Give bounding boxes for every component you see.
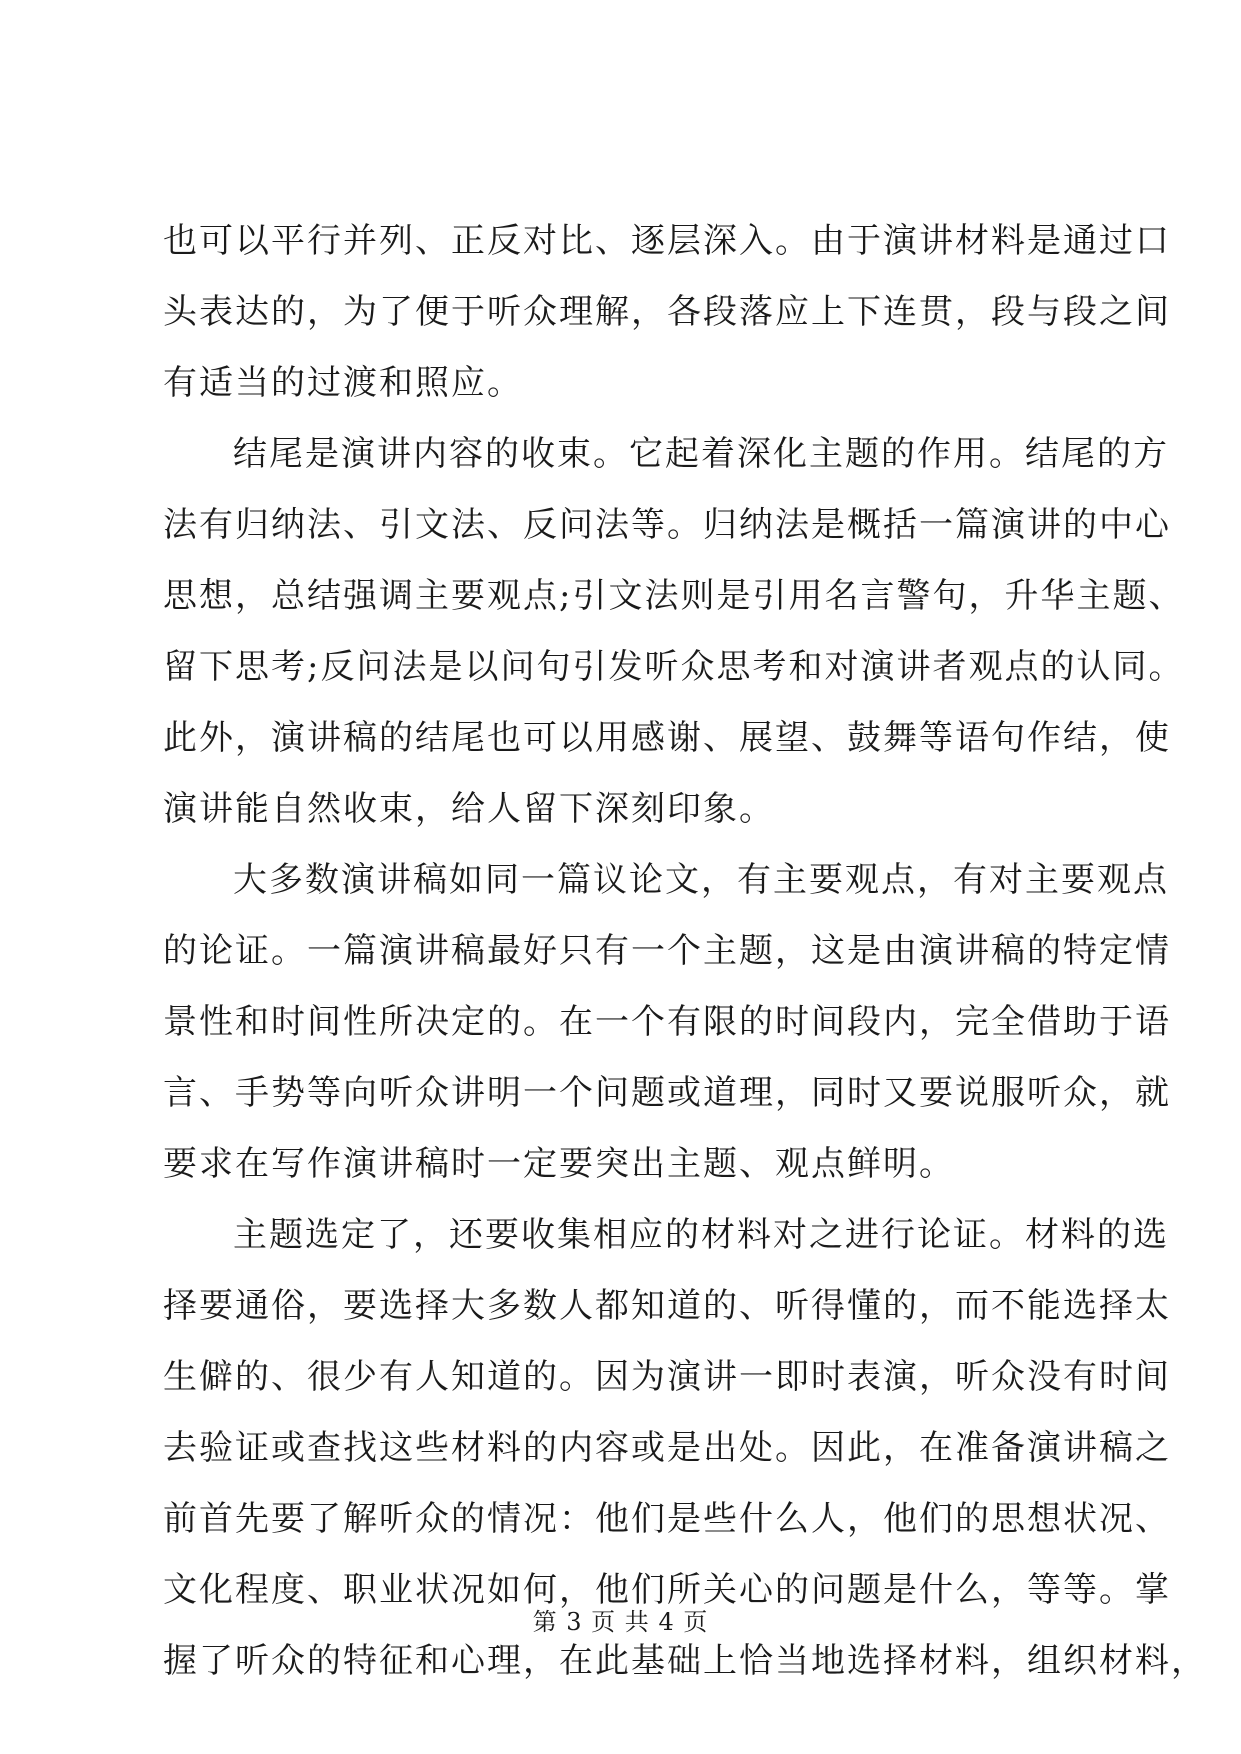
text-line: 的论证。一篇演讲稿最好只有一个主题，这是由演讲稿的特定情: [163, 931, 1171, 971]
text-line: 法有归纳法、引文法、反问法等。归纳法是概括一篇演讲的中心: [163, 505, 1171, 545]
paragraph-first-line: 大多数演讲稿如同一篇议论文，有主要观点，有对主要观点: [233, 860, 1169, 900]
page-number-footer: 第 3 页 共 4 页: [532, 1608, 709, 1636]
paragraph-first-line: 主题选定了，还要收集相应的材料对之进行论证。材料的选: [233, 1215, 1169, 1255]
paragraph-first-line: 结尾是演讲内容的收束。它起着深化主题的作用。结尾的方: [233, 434, 1169, 474]
text-line: 握了听众的特征和心理，在此基础上恰当地选择材料，组织材料，: [163, 1641, 1207, 1681]
text-line: 头表达的，为了便于听众理解，各段落应上下连贯，段与段之间: [163, 292, 1171, 332]
text-line: 有适当的过渡和照应。: [163, 363, 523, 403]
text-line: 生僻的、很少有人知道的。因为演讲一即时表演，听众没有时间: [163, 1357, 1171, 1397]
text-line: 此外，演讲稿的结尾也可以用感谢、展望、鼓舞等语句作结，使: [163, 718, 1171, 758]
text-line: 思想，总结强调主要观点;引文法则是引用名言警句，升华主题、: [163, 576, 1185, 616]
text-line: 文化程度、职业状况如何，他们所关心的问题是什么，等等。掌: [163, 1570, 1171, 1610]
text-line: 要求在写作演讲稿时一定要突出主题、观点鲜明。: [163, 1144, 955, 1184]
body-text: [163, 221, 1207, 1715]
text-line: 前首先要了解听众的情况：他们是些什么人，他们的思想状况、: [163, 1499, 1171, 1539]
text-line: 择要通俗，要选择大多数人都知道的、听得懂的，而不能选择太: [163, 1286, 1171, 1326]
text-line: 演讲能自然收束，给人留下深刻印象。: [163, 789, 775, 829]
text-line: 景性和时间性所决定的。在一个有限的时间段内，完全借助于语: [163, 1002, 1171, 1042]
text-line: 言、手势等向听众讲明一个问题或道理，同时又要说服听众，就: [163, 1073, 1171, 1113]
text-line: 留下思考;反问法是以问句引发听众思考和对演讲者观点的认同。: [163, 647, 1185, 687]
text-line: 去验证或查找这些材料的内容或是出处。因此，在准备演讲稿之: [163, 1428, 1171, 1468]
text-line: 也可以平行并列、正反对比、逐层深入。由于演讲材料是通过口: [163, 221, 1171, 261]
